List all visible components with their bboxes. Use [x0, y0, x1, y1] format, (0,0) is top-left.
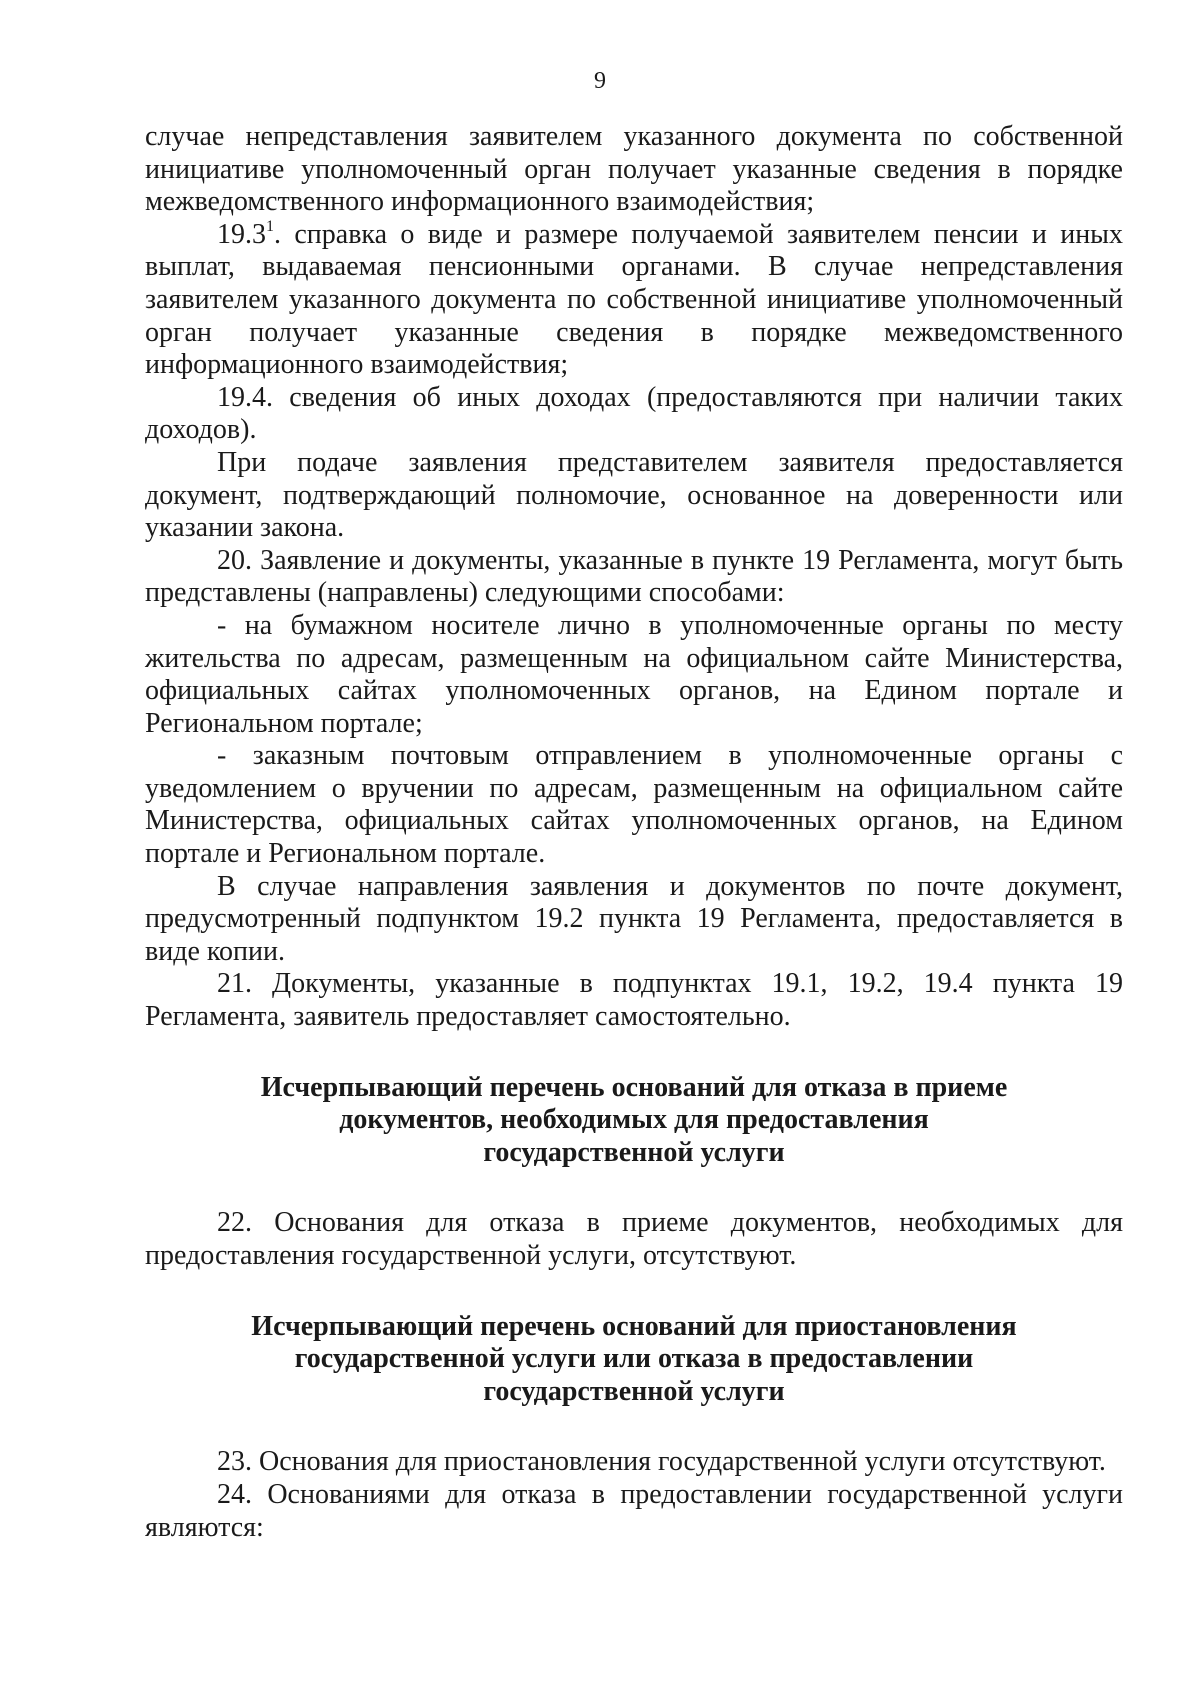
heading-line: документов, необходимых для предоставления — [339, 1104, 929, 1136]
heading-line: государственной услуги — [483, 1375, 785, 1407]
paragraph-23: 23. Основания для приостановления государственной услуги отсутствуют. — [217, 1446, 1106, 1478]
heading-line: Исчерпывающий перечень оснований для отказа в приеме — [260, 1071, 1008, 1103]
paragraph-mail-copy: В случае направления заявления и документов по почте документ, предусмотренный подпунктом 19.2 пункта 19 Регламента, предоставляется в виде копии. — [145, 870, 1123, 967]
paragraph-19-4: 19.4. сведения об иных доходах (предоставляются при наличии таких доходов). — [145, 381, 1123, 446]
paragraph-paper-method: - на бумажном носителе лично в уполномоченные органы по месту жительства по адресам, размещенным на официальном сайте Министерства, официальных сайтах уполномоченных органов, на Едином портале и Региональном портале; — [145, 609, 1123, 739]
section-heading-suspension-refusal — [145, 1311, 1123, 1409]
paragraph-representative: При подаче заявления представителем заявителя предоставляется документ, подтверждающий полномочие, основанное на доверенности или указании закона. — [145, 446, 1123, 544]
paragraph-mail-method: - заказным почтовым отправлением в уполномоченные органы с уведомлением о вручении по адресам, размещенным на официальном сайте Министерства, официальных сайтах уполномоченных органов, на Едином портале и Региональном портале. — [145, 740, 1123, 870]
heading-line: государственной услуги — [483, 1136, 785, 1168]
heading-line: государственной услуги или отказа в предоставлении — [294, 1343, 974, 1375]
paragraph-22: 22. Основания для отказа в приеме документов, необходимых для предоставления государственной услуги, отсутствуют. — [145, 1207, 1123, 1271]
paragraph-21: 21. Документы, указанные в подпунктах 19.1, 19.2, 19.4 пункта 19 Регламента, заявитель предоставляет самостоятельно. — [145, 968, 1123, 1033]
paragraph-19-3-1 — [145, 219, 1123, 382]
page-number: 9 — [594, 68, 606, 94]
section-heading-refusal-reception — [145, 1072, 1123, 1170]
subpoint-text: . справка о виде и размере получаемой заявителем пенсии и иных выплат, выдаваемая пенсионными органами. В случае непредставления заявителем указанного документа по собственной инициативе уполномоченный орган получает указанные сведения в порядке межведомственного информационного взаимодействия; — [145, 218, 1123, 381]
paragraph-24: 24. Основаниями для отказа в предоставлении государственной услуги являются: — [145, 1478, 1123, 1543]
subpoint-number: 19.3 — [217, 218, 266, 250]
document-body — [145, 121, 1123, 1544]
paragraph-continuation: случае непредставления заявителем указанного документа по собственной инициативе уполномоченный орган получает указанные сведения в порядке межведомственного информационного взаимодействия; — [145, 121, 1123, 218]
paragraph-20: 20. Заявление и документы, указанные в пункте 19 Регламента, могут быть представлены (направлены) следующими способами: — [145, 544, 1123, 609]
heading-line: Исчерпывающий перечень оснований для приостановления — [251, 1310, 1017, 1342]
superscript: 1 — [266, 217, 274, 235]
